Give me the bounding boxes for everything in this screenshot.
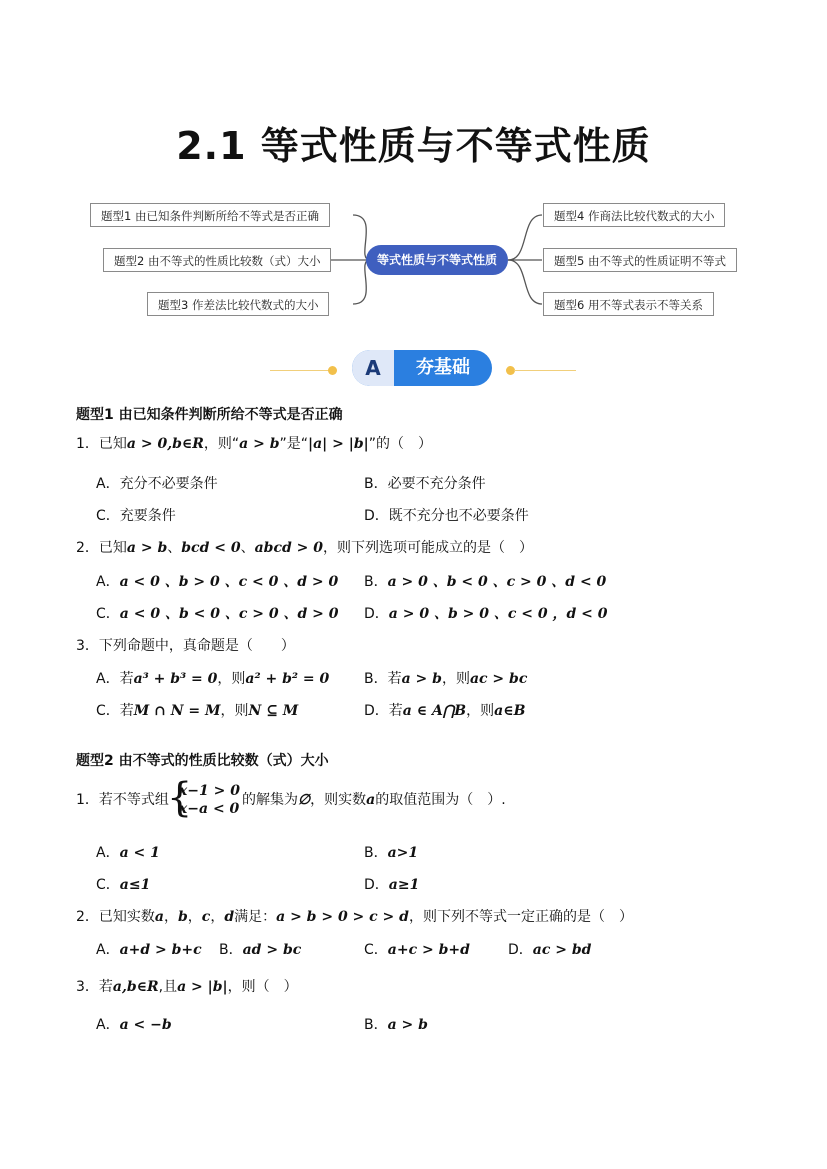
math: a ∈ A⋂B [402, 703, 467, 719]
mindmap-node-type4: 题型4 作商法比较代数式的大小 [543, 203, 725, 227]
math: ad > bc [242, 942, 302, 958]
s1-question-3: 3．下列命题中，真命题是（ ） [76, 638, 295, 654]
text: ，则 [466, 703, 495, 719]
s2-q3-option-a [96, 1015, 172, 1035]
s1-question-2 [76, 538, 533, 558]
s1-q3-option-b [364, 669, 527, 689]
math: a+d > b+c [119, 942, 202, 958]
system-line-1: x−1 > 0 [178, 783, 240, 799]
s2-q3-option-b [364, 1015, 428, 1035]
math: a > 0 、b > 0 、c < 0 ，d < 0 [388, 606, 608, 622]
text: ,且 [158, 979, 178, 995]
option-label: A． [96, 845, 120, 861]
text: 1．已知 [76, 436, 127, 452]
math: a > b [401, 671, 442, 687]
option-label: D． [508, 942, 533, 958]
text: ， [210, 909, 225, 925]
text: ，则 [217, 671, 246, 687]
text: C．若 [96, 703, 134, 719]
s1-q1-option-b: B．必要不充分条件 [364, 476, 486, 492]
option-label: A． [96, 1017, 120, 1033]
text: ， [164, 909, 178, 925]
mindmap-node-type2: 题型2 由不等式的性质比较数（式）大小 [103, 248, 331, 272]
math: a³ + b³ = 0 [133, 671, 218, 687]
s2-q2-option-a [96, 940, 202, 960]
s2-q1-option-a [96, 843, 160, 863]
math: a [154, 909, 164, 925]
s1-question-1 [76, 434, 432, 454]
s1-q3-option-d [364, 701, 525, 721]
text: 2．已知实数 [76, 909, 155, 925]
section2-title: 题型2 由不等式的性质比较数（式）大小 [76, 753, 329, 769]
text: A．若 [96, 671, 134, 687]
math: a+c > b+d [387, 942, 470, 958]
text: 、 [167, 540, 182, 556]
option-label: A． [96, 942, 120, 958]
banner-pill [352, 350, 492, 386]
text: 2．已知 [76, 540, 127, 556]
s1-q3-option-a [96, 669, 329, 689]
text: ”的（ ） [368, 436, 432, 452]
option-label: B． [364, 574, 388, 590]
math: M ∩ N = M [133, 703, 221, 719]
inequality-system [166, 775, 240, 821]
math: a > b > 0 > c > d [276, 909, 409, 925]
math: ac > bc [469, 671, 528, 687]
math: a > b [126, 540, 168, 556]
text: ，则 [441, 671, 470, 687]
brace-icon: { [166, 775, 193, 821]
math: bcd < 0 [181, 540, 241, 556]
math: |a| > |b| [308, 436, 369, 452]
text: ，则下列选项可能成立的是（ ） [323, 540, 533, 556]
math: a≥1 [388, 877, 420, 893]
text: 的解集为 [241, 792, 298, 808]
math: a < 1 [119, 845, 160, 861]
math: abcd > 0 [254, 540, 323, 556]
page-title: 2.1 等式性质与不等式性质 [176, 124, 651, 168]
math: ac > bd [532, 942, 592, 958]
option-label: C． [96, 877, 120, 893]
s2-question-1 [76, 775, 506, 821]
math: a < 0 、b < 0 、c > 0 、d > 0 [119, 606, 339, 622]
math: b [178, 909, 188, 925]
s2-q2-option-c [364, 940, 470, 960]
option-label: C． [364, 942, 388, 958]
text: 的取值范围为（ ）. [375, 792, 506, 808]
banner-letter: A [352, 350, 394, 386]
math: ∅ [297, 792, 311, 808]
option-label: D． [364, 606, 389, 622]
banner-text: 夯基础 [416, 357, 470, 378]
mindmap-node-type5: 题型5 由不等式的性质证明不等式 [543, 248, 737, 272]
math: a > b [239, 436, 280, 452]
s1-q2-option-a [96, 572, 338, 592]
s2-question-2 [76, 907, 633, 927]
s1-q2-option-d [364, 604, 607, 624]
math: a < −b [119, 1017, 172, 1033]
text: ，则下列不等式一定正确的是（ ） [408, 909, 633, 925]
s1-q3-option-c [96, 701, 298, 721]
math: a>1 [387, 845, 419, 861]
section1-title: 题型1 由已知条件判断所给不等式是否正确 [76, 407, 343, 423]
s1-q2-option-b [364, 572, 606, 592]
s1-q1-option-c: C．充要条件 [96, 508, 176, 524]
s1-q2-option-c [96, 604, 338, 624]
text: ”是“ [279, 436, 308, 452]
text: 3．若 [76, 979, 113, 995]
math: c [201, 909, 211, 925]
text: ，则“ [203, 436, 240, 452]
mindmap-center-node: 等式性质与不等式性质 [366, 245, 508, 275]
text: ， [187, 909, 202, 925]
s2-q1-option-d [364, 875, 419, 895]
math: a > 0,b∈R [126, 436, 204, 452]
math: a∈B [494, 703, 526, 719]
s2-q1-option-c [96, 875, 150, 895]
option-label: A． [96, 574, 120, 590]
text: ，则 [220, 703, 249, 719]
mindmap-node-type3: 题型3 作差法比较代数式的大小 [147, 292, 329, 316]
s1-q1-option-d: D．既不充分也不必要条件 [364, 508, 529, 524]
option-label: B． [219, 942, 243, 958]
system-line-2: x−a < 0 [178, 801, 240, 817]
math: a > |b| [177, 979, 228, 995]
option-label: D． [364, 877, 389, 893]
math: a < 0 、b > 0 、c < 0 、d > 0 [119, 574, 339, 590]
text: ，则（ ） [227, 979, 298, 995]
option-label: B． [364, 1017, 388, 1033]
math: a > 0 、b < 0 、c > 0 、d < 0 [387, 574, 607, 590]
text: B．若 [364, 671, 402, 687]
s2-q2-option-b [219, 940, 301, 960]
text: 、 [240, 540, 255, 556]
s1-q1-option-a: A．充分不必要条件 [96, 476, 218, 492]
math: a [366, 792, 376, 808]
option-label: B． [364, 845, 388, 861]
math: d [224, 909, 235, 925]
math: a² + b² = 0 [245, 671, 330, 687]
option-label: C． [96, 606, 120, 622]
mindmap-node-type1: 题型1 由已知条件判断所给不等式是否正确 [90, 203, 330, 227]
section-banner [0, 340, 827, 394]
math: N ⊆ M [248, 703, 299, 719]
s2-question-3 [76, 977, 298, 997]
text: 1．若不等式组 [76, 792, 169, 808]
math: a,b∈R [112, 979, 159, 995]
math: a≤1 [119, 877, 151, 893]
s2-q2-option-d [508, 940, 591, 960]
mindmap-node-type6: 题型6 用不等式表示不等关系 [543, 292, 714, 316]
text: ，则实数 [310, 792, 367, 808]
text: 满足： [234, 909, 277, 925]
text: D．若 [364, 703, 403, 719]
s2-q1-option-b [364, 843, 418, 863]
math: a > b [387, 1017, 428, 1033]
